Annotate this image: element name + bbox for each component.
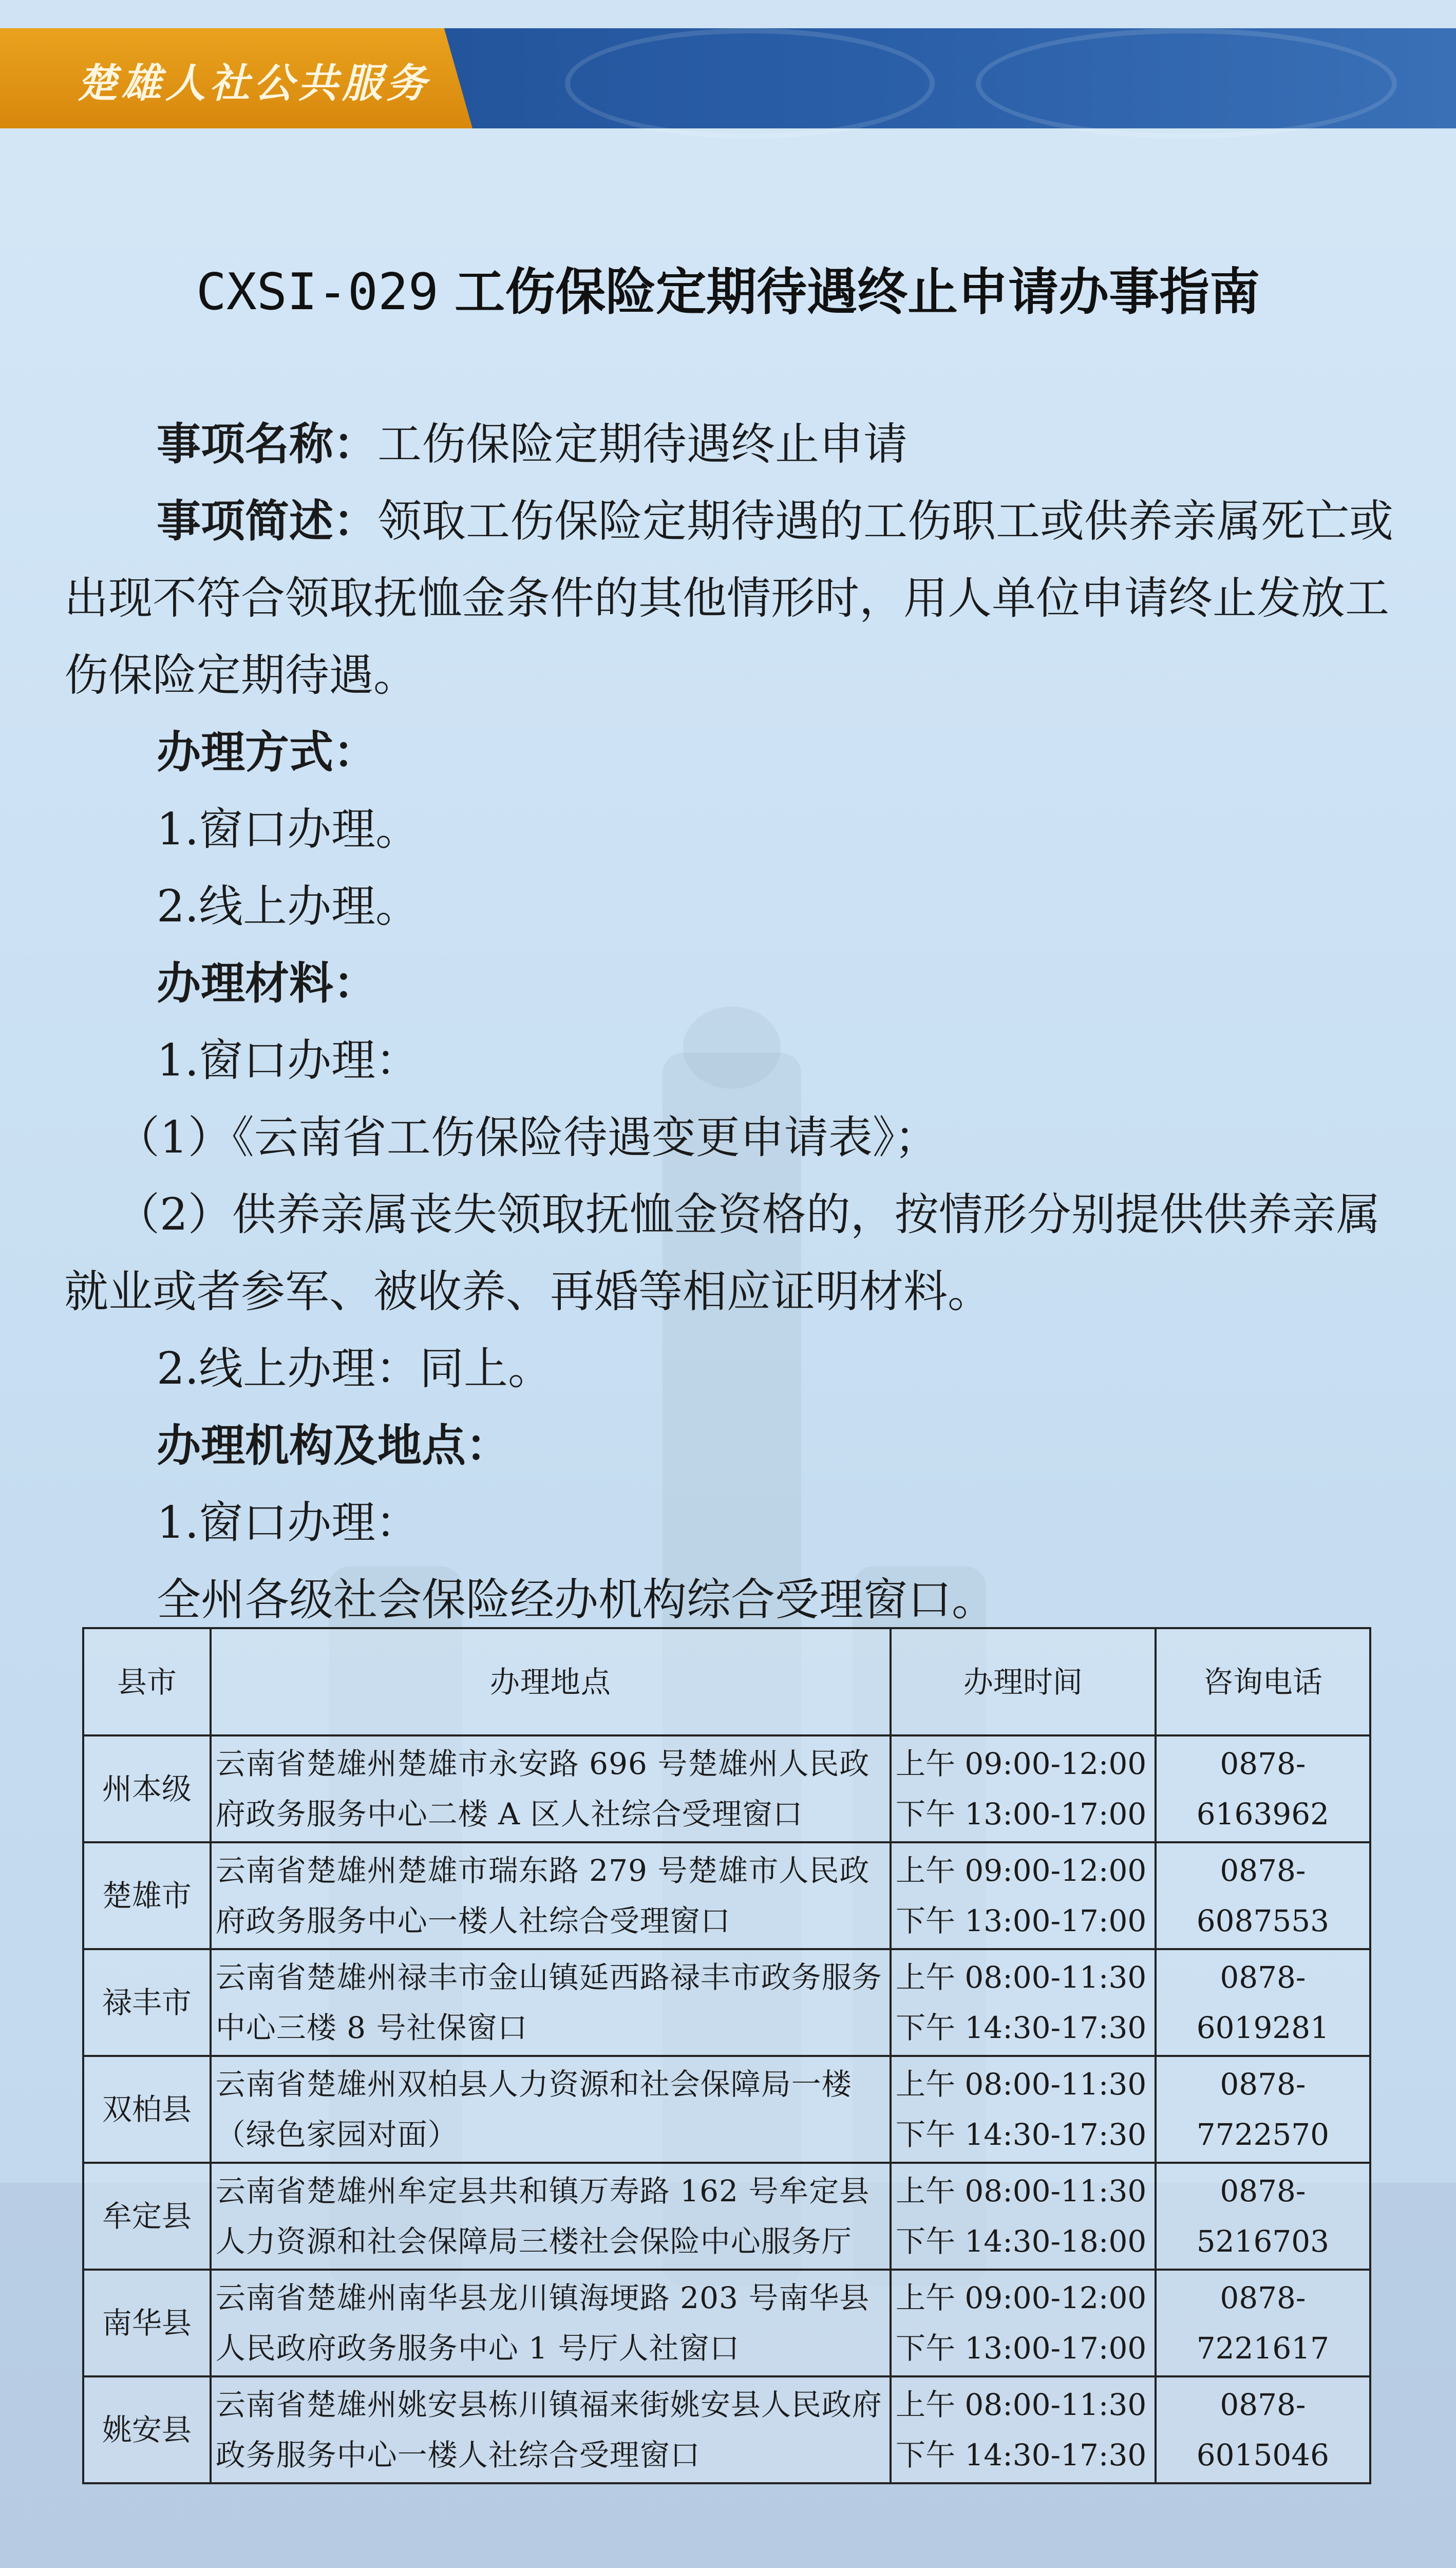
table-row (83, 1842, 1370, 1949)
org-window: 1.窗口办理： (157, 1497, 420, 1549)
guide-content (64, 406, 1394, 1638)
hours-morning: 上午 08:00-11:30 (895, 1960, 1147, 1995)
cell-phone: 0878-7221617 (1156, 2270, 1370, 2376)
column-header: 咨询电话 (1156, 1628, 1370, 1735)
cell-county: 禄丰市 (83, 1949, 211, 2056)
cell-county: 姚安县 (83, 2376, 211, 2483)
item-name (64, 406, 1394, 483)
cell-address: 云南省楚雄州禄丰市金山镇延西路禄丰市政务服务中心三楼 8 号社保窗口 (211, 1949, 891, 2056)
cell-hours (891, 1735, 1156, 1842)
org-heading: 办理机构及地点： (157, 1420, 510, 1471)
materials-heading: 办理材料： (157, 958, 377, 1009)
cell-address: 云南省楚雄州双柏县人力资源和社会保障局一楼（绿色家园对面） (211, 2056, 891, 2163)
table-row (83, 2376, 1370, 2483)
cell-address: 云南省楚雄州南华县龙川镇海埂路 203 号南华县人民政府政务服务中心 1 号厅人社窗口 (211, 2270, 891, 2376)
office-table (82, 1627, 1371, 2484)
cell-phone: 0878-6019281 (1156, 1949, 1370, 2056)
table-row (83, 2163, 1370, 2270)
cell-hours (891, 1949, 1156, 2056)
table-row (83, 1735, 1370, 1842)
hours-afternoon: 下午 14:30-17:30 (895, 2010, 1147, 2045)
column-header: 办理地点 (211, 1628, 891, 1735)
header-tab-label: 楚雄人社公共服务 (77, 60, 431, 107)
cell-phone: 0878-6087553 (1156, 1842, 1370, 1949)
item-description (64, 483, 1394, 714)
hours-afternoon: 下午 13:00-17:00 (895, 1903, 1147, 1938)
hours-morning: 上午 09:00-12:00 (895, 1746, 1147, 1781)
page-title (0, 252, 1456, 324)
cell-address: 云南省楚雄州楚雄市永安路 696 号楚雄州人民政府政务服务中心二楼 A 区人社综合受理窗口 (211, 1735, 891, 1842)
hours-afternoon: 下午 14:30-17:30 (895, 2438, 1147, 2472)
materials-online: 2.线上办理：同上。 (157, 1343, 553, 1394)
hours-morning: 上午 09:00-12:00 (895, 1853, 1147, 1888)
item-description-value: 领取工伤保险定期待遇的工伤职工或供养亲属死亡或出现不符合领取抚恤金条件的其他情形时，用人单位申请终止发放工伤保险定期待遇。 (64, 496, 1393, 701)
org-description: 全州各级社会保险经办机构综合受理窗口。 (157, 1574, 996, 1626)
cell-address: 云南省楚雄州楚雄市瑞东路 279 号楚雄市人民政府政务服务中心一楼人社综合受理窗口 (211, 1842, 891, 1949)
cell-phone: 0878-6163962 (1156, 1735, 1370, 1842)
cell-hours (891, 2270, 1156, 2376)
cell-county: 州本级 (83, 1735, 211, 1842)
cell-phone: 0878-7722570 (1156, 2056, 1370, 2163)
cell-hours (891, 1842, 1156, 1949)
hours-afternoon: 下午 13:00-17:00 (895, 2331, 1147, 2366)
header-swirl-decoration (976, 28, 1397, 139)
column-header: 办理时间 (891, 1628, 1156, 1735)
method-heading: 办理方式： (157, 727, 377, 778)
hours-morning: 上午 08:00-11:30 (895, 2387, 1147, 2422)
table-row (83, 2270, 1370, 2376)
header-top-strip (0, 0, 1456, 28)
item-name-label: 事项名称： (157, 419, 377, 470)
cell-address: 云南省楚雄州牟定县共和镇万寿路 162 号牟定县人力资源和社会保障局三楼社会保险中心服务厅 (211, 2163, 891, 2270)
header-swirl-decoration (565, 28, 935, 139)
table-header-row (83, 1628, 1370, 1735)
materials-item: （1）《云南省工伤保险待遇变更申请表》； (116, 1112, 939, 1163)
cell-county: 南华县 (83, 2270, 211, 2376)
column-header: 县市 (83, 1628, 211, 1735)
hours-morning: 上午 08:00-11:30 (895, 2174, 1147, 2208)
method-item: 1.窗口办理。 (157, 804, 420, 855)
method-item: 2.线上办理。 (157, 881, 420, 932)
item-description-label: 事项简述： (157, 496, 377, 547)
cell-address: 云南省楚雄州姚安县栋川镇福来街姚安县人民政府政务服务中心一楼人社综合受理窗口 (211, 2376, 891, 2483)
title-code: CXSI-029 (196, 263, 439, 322)
hours-afternoon: 下午 14:30-17:30 (895, 2117, 1147, 2152)
cell-phone: 0878-6015046 (1156, 2376, 1370, 2483)
materials-window: 1.窗口办理： (157, 1035, 420, 1086)
title-text: 工伤保险定期待遇终止申请办事指南 (455, 263, 1260, 322)
cell-hours (891, 2163, 1156, 2270)
cell-phone: 0878-5216703 (1156, 2163, 1370, 2270)
cell-county: 牟定县 (83, 2163, 211, 2270)
cell-county: 楚雄市 (83, 1842, 211, 1949)
table-row (83, 2056, 1370, 2163)
cell-hours (891, 2056, 1156, 2163)
materials-item: （2）供养亲属丧失领取抚恤金资格的，按情形分别提供供养亲属就业或者参军、被收养、再婚等相应证明材料。 (64, 1189, 1381, 1317)
hours-afternoon: 下午 14:30-18:00 (895, 2224, 1147, 2259)
cell-hours (891, 2376, 1156, 2483)
hours-morning: 上午 09:00-12:00 (895, 2280, 1147, 2315)
cell-county: 双柏县 (83, 2056, 211, 2163)
table-row (83, 1949, 1370, 2056)
hours-afternoon: 下午 13:00-17:00 (895, 1797, 1147, 1831)
hours-morning: 上午 08:00-11:30 (895, 2067, 1147, 2102)
item-name-value: 工伤保险定期待遇终止申请 (377, 419, 907, 470)
